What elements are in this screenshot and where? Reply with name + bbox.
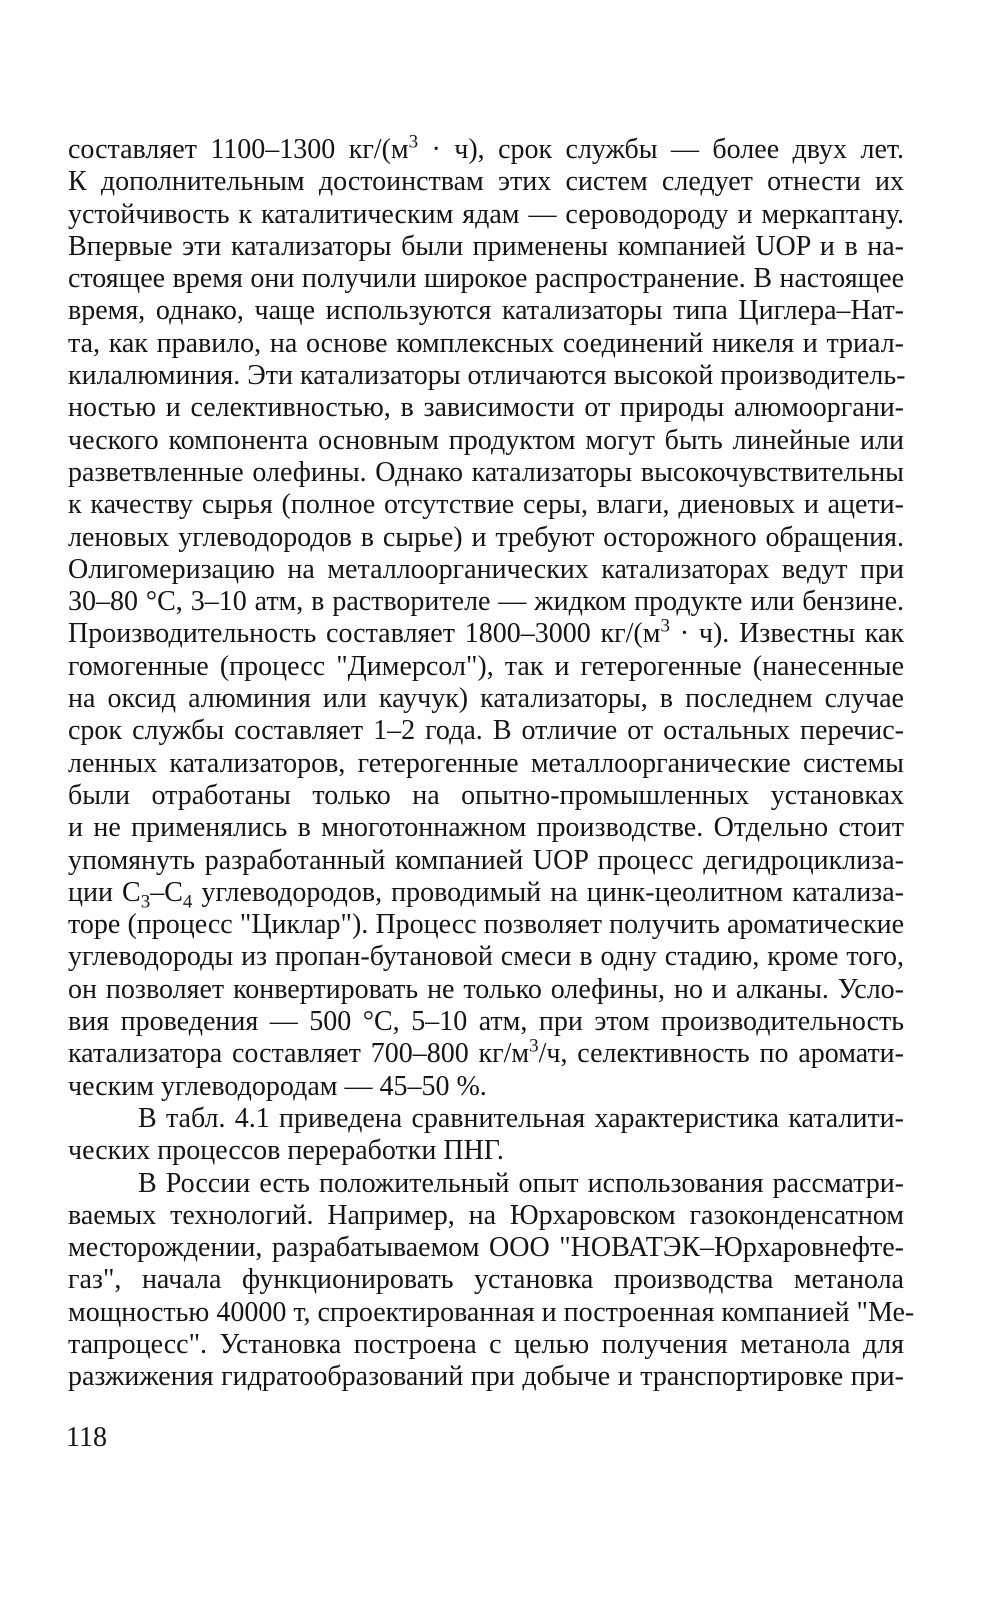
text-line: мощностью 40000 т, спроектированная и построенная компанией "Ме-	[68, 1296, 915, 1328]
text-line: время, однако, чаще используются катализаторы типа Циглера–Нат-	[68, 295, 904, 327]
text-line: Впервые эти катализаторы были применены компанией UOP и в на-	[68, 230, 904, 262]
text-line: были отработаны только на опытно-промышленных установках	[68, 779, 904, 811]
text-line: Производительность составляет 1800–3000 $кг/(м^3 \cdot ч)$. Известны как	[68, 616, 905, 650]
page-body	[68, 131, 915, 1394]
text-line: ленных катализаторов, гетерогенные металлоорганические системы	[68, 747, 904, 779]
text-line: вия проведения — 500 °C, 5–10 атм, при этом производительность	[68, 1006, 904, 1038]
text-line: В России есть положительный опыт использования рассматри-	[138, 1167, 904, 1199]
text-line: ваемых технологий. Например, на Юрхаровском газоконденсатном	[68, 1199, 904, 1231]
text-line: Олигомеризацию на металлоорганических катализаторах ведут при	[68, 553, 904, 585]
text-line: ческих процессов переработки ПНГ.	[68, 1135, 504, 1167]
text-line: составляет 1100–1300 $кг/(м^3 \cdot ч)$, срок службы — более двух лет.	[68, 131, 904, 165]
text-line: он позволяет конвертировать не только олефины, но и алканы. Усло-	[68, 973, 904, 1005]
text-line: углеводороды из пропан-бутановой смеси в одну стадию, кроме того,	[68, 941, 904, 973]
text-line: ции $C_3-C_4$ углеводородов, проводимый на цинк-цеолитном катализа-	[68, 876, 904, 913]
text-line: газ", начала функционировать установка производства метанола	[68, 1264, 904, 1296]
text-line: торе (процесс "Циклар"). Процесс позволяет получить ароматические	[68, 909, 904, 941]
text-line: разжижения гидратообразований при добыче и транспортировке при-	[68, 1361, 904, 1393]
text-line: К дополнительным достоинствам этих систем следует отнести их	[68, 166, 904, 198]
text-line: стоящее время они получили широкое распространение. В настоящее	[68, 263, 904, 295]
text-line: тапроцесс". Установка построена с целью получения метанола для	[68, 1328, 904, 1360]
page-number: 118	[66, 1422, 107, 1453]
text-line: упомянуть разработанный компанией UOP процесс дегидроциклиза-	[68, 844, 904, 876]
text-line: 30–80 °C, 3–10 атм, в растворителе — жидком продукте или бензине.	[68, 586, 904, 618]
text-line: разветвленные олефины. Однако катализаторы высокочувствительны	[68, 456, 904, 488]
text-line: килалюминия. Эти катализаторы отличаются высокой производитель-	[68, 360, 906, 392]
text-line: ческим углеводородам — 45–50 %.	[68, 1070, 487, 1102]
text-line: устойчивость к каталитическим ядам — сероводороду и меркаптану.	[68, 198, 904, 230]
text-line: гомогенные (процесс "Димерсол"), так и гетерогенные (нанесенные	[68, 650, 904, 682]
text-line: к качеству сырья (полное отсутствие серы, влаги, диеновых и ацети-	[68, 489, 904, 521]
text-line: и не применялись в многотоннажном производстве. Отдельно стоит	[68, 812, 904, 844]
text-line: катализатора составляет 700–800 $кг/м^3/ч$, селективность по аромати-	[68, 1035, 904, 1070]
text-line: на оксид алюминия или каучук) катализаторы, в последнем случае	[68, 683, 904, 715]
text-line: леновых углеводородов в сырье) и требуют осторожного обращения.	[68, 521, 904, 553]
text-line: ческого компонента основным продуктом могут быть линейные или	[68, 424, 904, 456]
text-line: месторождении, разрабатываемом ООО "НОВАТЭК–Юрхаровнефте-	[68, 1232, 904, 1264]
text-line: В табл. 4.1 приведена сравнительная характеристика каталити-	[138, 1102, 904, 1134]
text-line: срок службы составляет 1–2 года. В отличие от остальных перечис-	[68, 715, 904, 747]
text-line: ностью и селективностью, в зависимости от природы алюмооргани-	[68, 392, 904, 424]
text-line: та, как правило, на основе комплексных соединений никеля и триал-	[68, 327, 904, 359]
